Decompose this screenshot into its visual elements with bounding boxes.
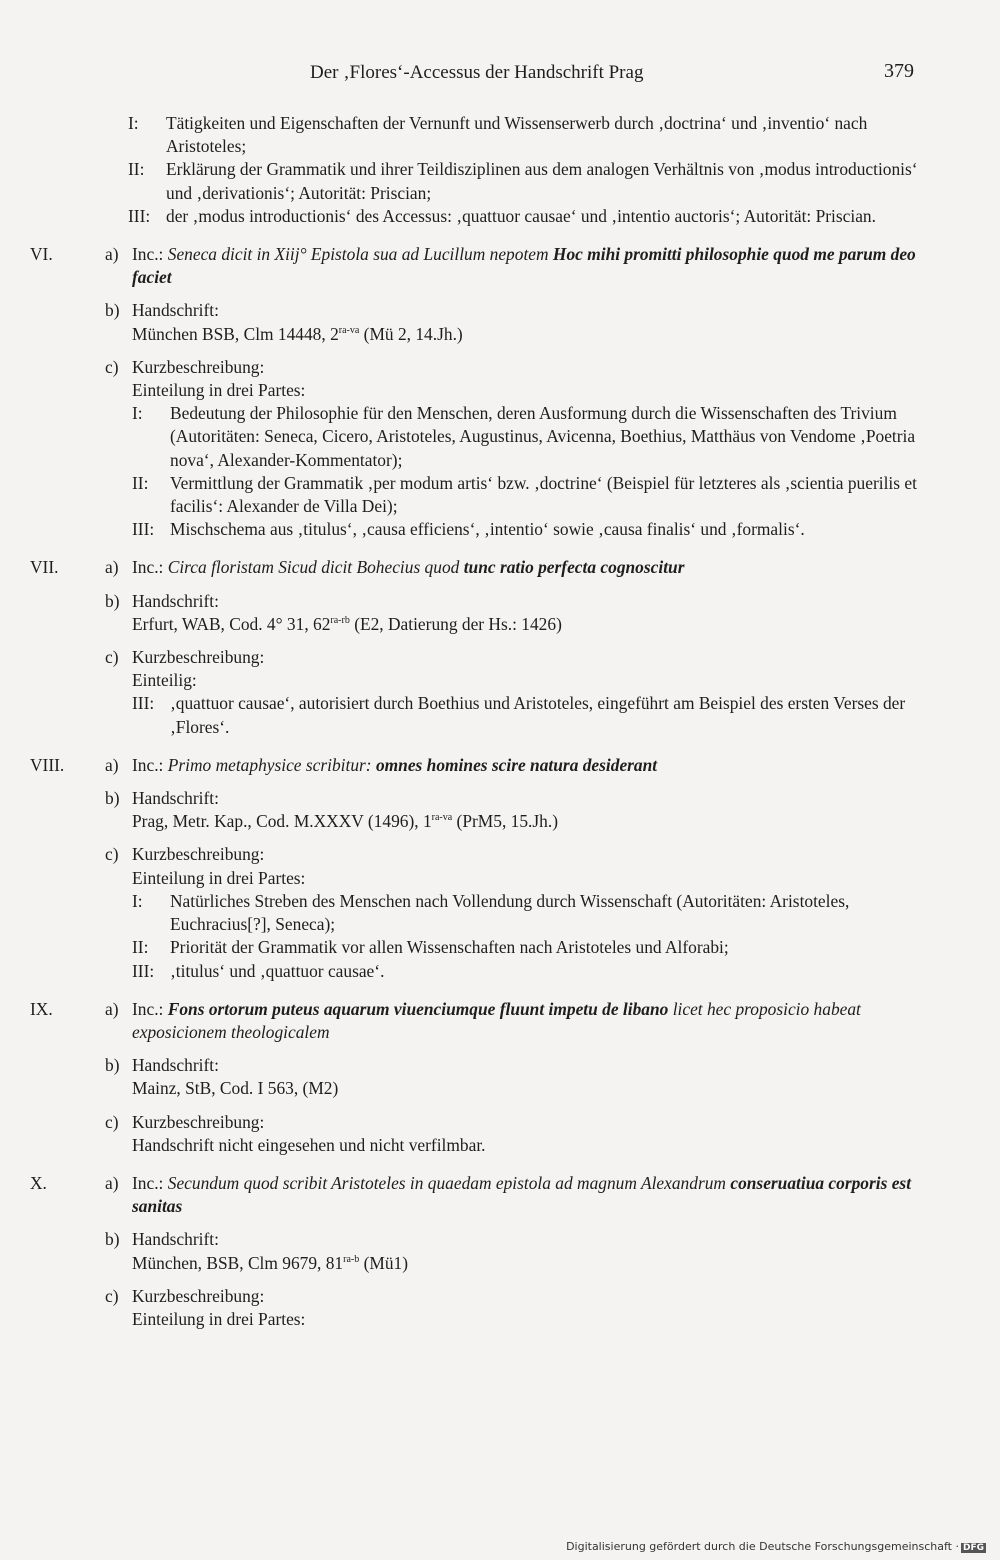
section-number: X.	[30, 1172, 47, 1193]
part-item	[128, 112, 930, 158]
incipit-entry	[30, 243, 930, 289]
part-text: ‚quattuor causae‘, autorisiert durch Boethius und Aristoteles, eingeführt am Beispiel des ersten Verses der ‚Flores‘.	[170, 693, 906, 737]
part-item	[128, 158, 930, 204]
part-label: I:	[132, 890, 143, 911]
sub-letter: c)	[105, 844, 119, 865]
description-entry	[30, 356, 930, 542]
manuscript-shelfmark: Prag, Metr. Kap., Cod. M.XXXV (1496), $1^{ra-va}$ (PrM5, 15.Jh.)	[132, 811, 558, 832]
manuscript-label: Handschrift:	[132, 590, 219, 611]
sub-letter: a)	[105, 557, 119, 578]
section-number: VII.	[30, 557, 59, 578]
manuscript-shelfmark: Mainz, StB, Cod. I 563, (M2)	[132, 1078, 339, 1099]
part-text: Erklärung der Grammatik und ihrer Teildisziplinen aus dem analogen Verhältnis von ‚modus introductionis‘ und ‚derivationis‘; Autorität: Priscian;	[166, 159, 918, 203]
section-vii	[30, 556, 930, 738]
manuscript-shelfmark: Erfurt, WAB, Cod. 4° 31, $62^{ra-rb}$ (E2, Datierung der Hs.: 1426)	[132, 613, 562, 634]
description-entry	[30, 1111, 930, 1157]
part-text: Vermittlung der Grammatik ‚per modum artis‘ bzw. ‚doctrine‘ (Beispiel für letzteres als ‚scientia puerilis et facilis‘: Alexander de Villa Dei);	[170, 472, 917, 517]
intro-parts	[30, 112, 930, 228]
manuscript-label: Handschrift:	[132, 1055, 219, 1076]
manuscript-label: Handschrift:	[132, 788, 219, 809]
part-label: III:	[132, 519, 155, 540]
description-entry	[30, 843, 930, 982]
incipit-text: Inc.: Seneca dicit in Xiij° Epistola sua ad Lucillum nepotem Hoc mihi promitti philosophie quod me parum deo faciet	[132, 244, 916, 288]
dfg-logo: DFG	[962, 1543, 984, 1553]
section-x	[30, 1172, 930, 1331]
incipit-entry	[30, 998, 930, 1044]
section-ix	[30, 998, 930, 1157]
incipit-text: Inc.: Fons ortorum puteus aquarum viuenciumque fluunt impetu de libano licet hec proposicio habeat exposicionem theologicalem	[132, 998, 861, 1042]
description-intro: Einteilig:	[132, 670, 197, 691]
incipit-bold: omnes homines scire natura desiderant	[375, 754, 658, 775]
part-label: III:	[132, 693, 155, 714]
description-intro: Einteilung in drei Partes:	[132, 380, 306, 401]
part-item	[132, 402, 930, 472]
manuscript-label: Handschrift:	[132, 1229, 219, 1250]
incipit-entry	[30, 754, 930, 777]
incipit-italic: Circa floristam Sicud dicit Bohecius quod	[167, 557, 460, 578]
sub-letter: b)	[105, 1229, 120, 1250]
part-label: I:	[128, 113, 139, 133]
description-intro: Einteilung in drei Partes:	[132, 1308, 306, 1329]
part-label: II:	[128, 159, 145, 180]
section-vi	[30, 243, 930, 541]
part-text: Mischschema aus ‚titulus‘, ‚causa efficiens‘, ‚intentio‘ sowie ‚causa finalis‘ und ‚formalis‘.	[170, 519, 805, 540]
incipit-text: Inc.: Circa floristam Sicud dicit Bohecius quod tunc ratio perfecta cognoscitur	[132, 557, 685, 578]
incipit-text: Inc.: Secundum quod scribit Aristoteles in quaedam epistola ad magnum Alexandrum conseruatiua corporis est sanitas	[132, 1172, 912, 1217]
part-item	[132, 518, 930, 541]
part-text: der ‚modus introductionis‘ des Accessus: ‚quattuor causae‘ und ‚intentio auctoris‘; Autorität: Priscian.	[166, 205, 876, 226]
part-text: Priorität der Grammatik vor allen Wissenschaften nach Aristoteles und Alforabi;	[170, 937, 729, 958]
page-body	[30, 112, 930, 1331]
sub-letter: a)	[105, 998, 119, 1019]
footer-text: Digitalisierung gefördert durch die Deutsche Forschungsgemeinschaft ·	[566, 1540, 959, 1553]
part-item	[132, 472, 930, 518]
part-item	[132, 960, 930, 983]
part-item	[132, 692, 930, 738]
sub-letter: a)	[105, 244, 119, 265]
description-label: Kurzbeschreibung:	[132, 647, 265, 668]
incipit-bold: conseruatiua corporis est sanitas	[132, 1172, 912, 1217]
part-text: ‚titulus‘ und ‚quattuor causae‘.	[170, 960, 385, 981]
sub-letter: a)	[105, 1172, 119, 1193]
part-item	[132, 890, 930, 936]
part-text: Natürliches Streben des Menschen nach Vollendung durch Wissenschaft (Autoritäten: Aristoteles, Euchracius[?], Seneca);	[170, 890, 850, 935]
section-number: VIII.	[30, 754, 65, 775]
part-item	[132, 936, 930, 959]
section-number: VI.	[30, 244, 53, 265]
description-label: Kurzbeschreibung:	[132, 844, 265, 865]
sub-letter: b)	[105, 1055, 120, 1076]
manuscript-label: Handschrift:	[132, 300, 219, 321]
part-item	[128, 205, 930, 228]
incipit-bold: Hoc mihi promitti philosophie quod me parum deo faciet	[132, 244, 916, 288]
part-label: III:	[132, 960, 155, 981]
incipit-italic: Secundum quod scribit Aristoteles in quaedam epistola ad magnum Alexandrum	[167, 1172, 726, 1193]
description-intro: Handschrift nicht eingesehen und nicht verfilmbar.	[132, 1134, 486, 1155]
sub-letter: b)	[105, 590, 120, 611]
manuscript-entry	[30, 299, 930, 345]
description-entry	[30, 646, 930, 739]
running-header-title: Der ‚Flores‘-Accessus der Handschrift Prag	[310, 62, 644, 83]
manuscript-shelfmark: München BSB, Clm 14448, $2^{ra-va}$ (Mü 2, 14.Jh.)	[132, 323, 463, 344]
manuscript-entry	[30, 1054, 930, 1100]
sub-letter: b)	[105, 788, 120, 809]
part-label: III:	[128, 205, 151, 226]
description-label: Kurzbeschreibung:	[132, 1285, 265, 1306]
description-entry	[30, 1285, 930, 1331]
section-number: IX.	[30, 998, 53, 1019]
part-label: II:	[132, 472, 149, 493]
incipit-entry	[30, 556, 930, 579]
manuscript-entry	[30, 590, 930, 636]
part-label: II:	[132, 937, 149, 958]
incipit-bold: tunc ratio perfecta cognoscitur	[463, 557, 685, 578]
incipit-entry	[30, 1172, 930, 1218]
part-text: Tätigkeiten und Eigenschaften der Vernunft und Wissenserwerb durch ‚doctrina‘ und ‚inventio‘ nach Aristoteles;	[166, 113, 868, 157]
sub-letter: c)	[105, 647, 119, 668]
description-label: Kurzbeschreibung:	[132, 1111, 265, 1132]
manuscript-shelfmark: München, BSB, Clm 9679, $81^{ra-b}$ (Mü1)	[132, 1252, 409, 1273]
part-label: I:	[132, 403, 143, 424]
sub-letter: c)	[105, 1111, 119, 1132]
manuscript-entry	[30, 1228, 930, 1274]
description-label: Kurzbeschreibung:	[132, 356, 265, 377]
incipit-bold: Fons ortorum puteus aquarum viuenciumque fluunt impetu de libano	[167, 998, 669, 1019]
incipit-text: Inc.: Primo metaphysice scribitur: omnes homines scire natura desiderant	[132, 754, 658, 775]
incipit-italic: Seneca dicit in Xiij° Epistola sua ad Lucillum nepotem	[167, 244, 549, 265]
digitization-footer	[566, 1540, 986, 1553]
manuscript-entry	[30, 787, 930, 833]
sub-letter: b)	[105, 300, 120, 321]
incipit-italic: licet hec proposicio habeat exposicionem theologicalem	[132, 998, 861, 1042]
part-text: Bedeutung der Philosophie für den Menschen, deren Ausformung durch die Wissenschaften des Trivium (Autoritäten: Seneca, Cicero, Aristoteles, Augustinus, Avicenna, Boethius, Matthäus von Vendome ‚Poetria nova‘, Alexander-Kommentator);	[170, 403, 916, 470]
sub-letter: c)	[105, 1285, 119, 1306]
sub-letter: c)	[105, 356, 119, 377]
incipit-italic: Primo metaphysice scribitur:	[167, 754, 372, 775]
sub-letter: a)	[105, 754, 119, 775]
page-number: 379	[884, 60, 914, 82]
section-viii	[30, 754, 930, 983]
description-intro: Einteilung in drei Partes:	[132, 867, 306, 888]
